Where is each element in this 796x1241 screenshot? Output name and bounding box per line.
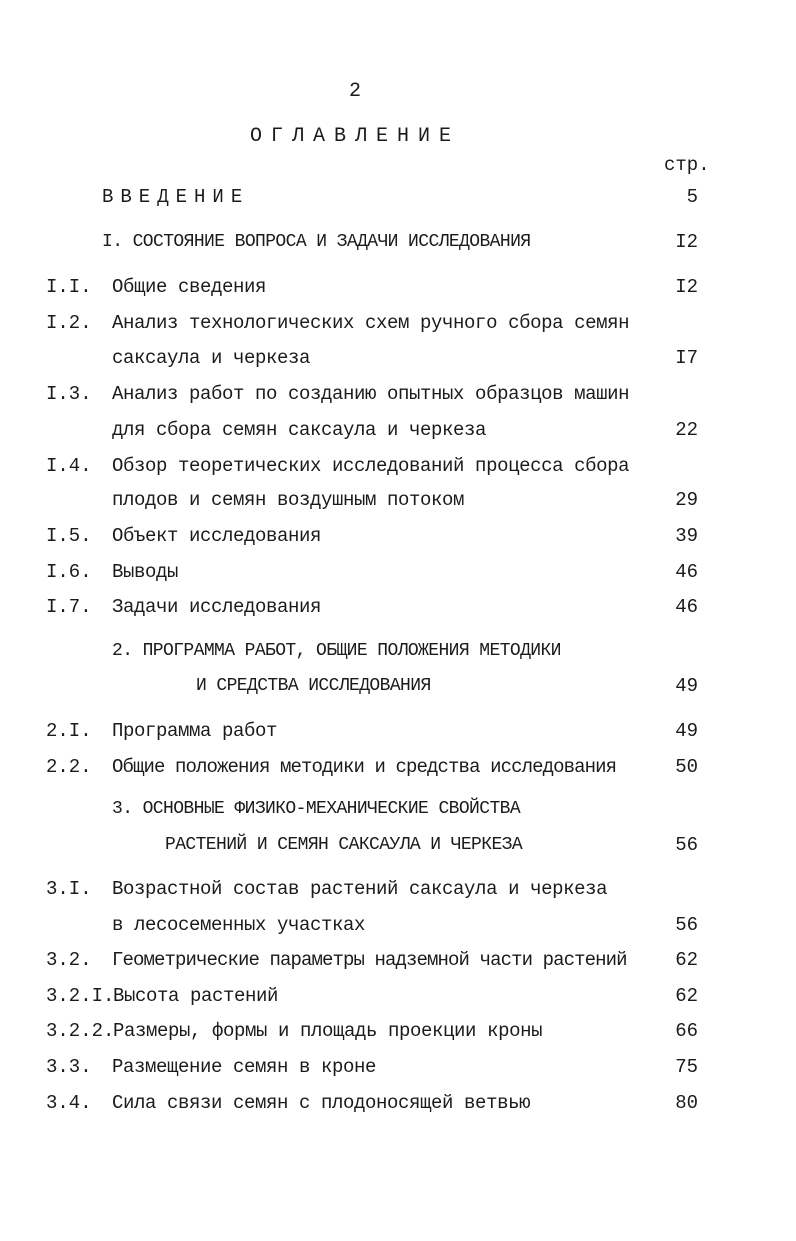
toc-entry-text-continued: саксаула и черкеза [112, 347, 311, 369]
toc-entry-text: Размеры, формы и площадь проекции кроны [113, 1020, 543, 1042]
toc-entry-number: 2.I. [46, 720, 92, 742]
toc-page-ref: 49 [675, 720, 698, 742]
toc-entry-text-continued: плодов и семян воздушным потоком [112, 489, 465, 511]
toc-entry-text: Анализ технологических схем ручного сбора семян [112, 312, 630, 334]
toc-entry-number: I.7. [46, 596, 92, 618]
toc-page-ref: I7 [675, 347, 698, 369]
toc-entry-text: Объект исследования [112, 525, 322, 547]
toc-page-ref: 22 [675, 419, 698, 441]
toc-entry-text: Обзор теоретических исследований процесса сбора [112, 455, 630, 477]
toc-chapter-heading-continued: И СРЕДСТВА ИССЛЕДОВАНИЯ [196, 676, 431, 696]
toc-entry-number: 3.2.2. [46, 1020, 115, 1042]
toc-page-ref: 39 [675, 525, 698, 547]
toc-entry-text: Геометрические параметры надземной части растений [112, 949, 627, 971]
toc-entry-number: I.4. [46, 455, 92, 477]
toc-entry-number: 3.3. [46, 1056, 92, 1078]
toc-entry-text: Выводы [112, 561, 179, 583]
toc-entry-introduction: ВВЕДЕНИЕ [102, 186, 250, 208]
toc-entry-text: Задачи исследования [112, 596, 322, 618]
page-number: 2 [348, 80, 361, 103]
toc-page-ref: 56 [675, 914, 698, 936]
toc-entry-text: Программа работ [112, 720, 278, 742]
toc-page-ref: 46 [675, 561, 698, 583]
toc-entry-number: I.I. [46, 276, 92, 298]
toc-page-ref: 29 [675, 489, 698, 511]
toc-entry-text: Высота растений [113, 985, 279, 1007]
toc-page-ref: 66 [675, 1020, 698, 1042]
toc-page-ref: 62 [675, 985, 698, 1007]
toc-title: ОГЛАВЛЕНИЕ [249, 125, 461, 148]
toc-page-ref: 75 [675, 1056, 698, 1078]
toc-entry-number: I.6. [46, 561, 92, 583]
toc-entry-text: Общие положения методики и средства исследования [112, 756, 617, 778]
toc-chapter-heading: 3. ОСНОВНЫЕ ФИЗИКО-МЕХАНИЧЕСКИЕ СВОЙСТВА [112, 799, 521, 819]
toc-page-ref: I2 [675, 231, 698, 253]
toc-entry-text: Анализ работ по созданию опытных образцов машин [112, 383, 630, 405]
toc-chapter-heading-continued: РАСТЕНИЙ И СЕМЯН САКСАУЛА И ЧЕРКЕЗА [165, 835, 523, 855]
toc-entry-number: 3.2.I. [46, 985, 115, 1007]
toc-entry-text: Сила связи семян с плодоносящей ветвью [112, 1092, 531, 1114]
toc-page-ref: 5 [686, 186, 698, 208]
toc-page-ref: 80 [675, 1092, 698, 1114]
toc-entry-number: I.5. [46, 525, 92, 547]
toc-entry-number: 3.2. [46, 949, 92, 971]
toc-entry-number: 3.4. [46, 1092, 92, 1114]
toc-entry-number: 2.2. [46, 756, 92, 778]
toc-entry-text: Размещение семян в кроне [112, 1056, 377, 1078]
page-column-header: стр. [664, 154, 710, 176]
toc-chapter-heading: 2. ПРОГРАММА РАБОТ, ОБЩИЕ ПОЛОЖЕНИЯ МЕТОДИКИ [112, 641, 561, 661]
toc-chapter-heading: I. СОСТОЯНИЕ ВОПРОСА И ЗАДАЧИ ИССЛЕДОВАНИЯ [102, 232, 531, 252]
toc-entry-number: I.2. [46, 312, 92, 334]
toc-page-ref: 62 [675, 949, 698, 971]
toc-entry-number: 3.I. [46, 878, 92, 900]
toc-page-ref: 49 [675, 675, 698, 697]
toc-entry-number: I.3. [46, 383, 92, 405]
toc-entry-text-continued: в лесосеменных участках [112, 914, 366, 936]
toc-page-ref: 56 [675, 834, 698, 856]
toc-entry-text: Общие сведения [112, 276, 267, 298]
toc-entry-text: Возрастной состав растений саксаула и черкеза [112, 878, 608, 900]
toc-page-ref: 50 [675, 756, 698, 778]
toc-entry-text-continued: для сбора семян саксаула и черкеза [112, 419, 487, 441]
toc-page-ref: I2 [675, 276, 698, 298]
toc-page-ref: 46 [675, 596, 698, 618]
